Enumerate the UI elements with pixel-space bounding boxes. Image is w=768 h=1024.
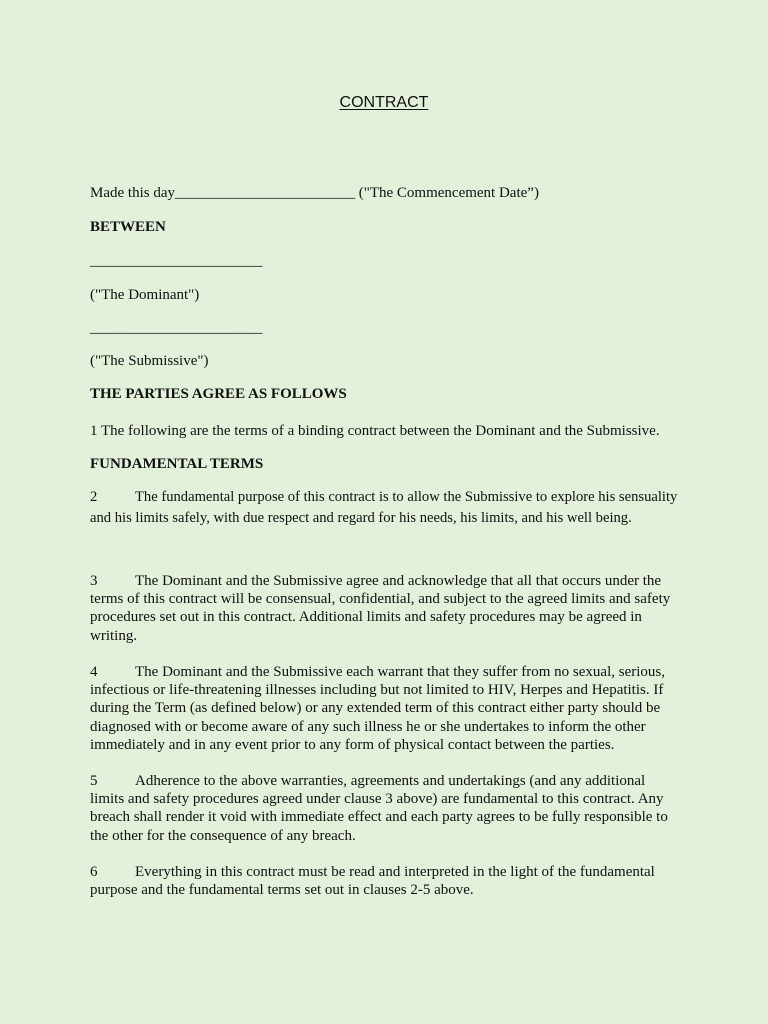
clause-text: Everything in this contract must be read and interpreted in the light of the fundamental purpose and the fundamental terms set out in clauses 2-5 above. [90, 864, 655, 899]
clause-2 [90, 487, 680, 529]
dominant-name-blank: _______________________ [90, 253, 263, 269]
commencement-date-label: ("The Commencement Date”) [354, 185, 539, 201]
dominant-label: ("The Dominant") [90, 287, 200, 303]
commencement-line [90, 184, 539, 202]
clause-3 [90, 572, 680, 645]
clause-6 [90, 863, 680, 899]
commencement-date-blank: ________________________ [174, 185, 355, 201]
clause-text: The Dominant and the Submissive each warrant that they suffer from no sexual, serious, infectious or life-threatening illnesses including but not limited to HIV, Herpes and Hepatitis. If during the Term (as defined below) or any extended term of this contract either party should be diagnosed with or become aware of any such illness he or she undertakes to inform the other immediately and in any event prior to any form of physical contact between the parties. [90, 664, 666, 753]
fundamental-terms-heading: FUNDAMENTAL TERMS [90, 456, 264, 472]
clause-5 [90, 772, 680, 845]
clause-number: 3 [90, 573, 98, 589]
clause-4 [90, 663, 680, 754]
agree-heading: THE PARTIES AGREE AS FOLLOWS [90, 386, 347, 402]
submissive-label: ("The Submissive") [90, 353, 209, 369]
clause-number: 6 [90, 864, 98, 880]
clause-text: The fundamental purpose of this contract is to allow the Submissive to explore his sensuality and his limits safely, with due respect and regard for his needs, his limits, and his well being. [90, 489, 678, 526]
submissive-name-blank: _______________________ [90, 320, 263, 336]
clause-number: 4 [90, 664, 98, 680]
made-prefix: Made this day [90, 185, 175, 201]
clause-text: Adherence to the above warranties, agreements and undertakings (and any additional limits and safety procedures agreed under clause 3 above) are fundamental to this contract. Any breach shall render it void with immediate effect and each party agrees to be fully responsible to the other for the consequence of any breach. [90, 773, 668, 844]
between-heading: BETWEEN [90, 219, 166, 235]
clause-1: 1 The following are the terms of a binding contract between the Dominant and the Submissive. [90, 423, 660, 439]
clause-text: The Dominant and the Submissive agree and acknowledge that all that occurs under the terms of this contract will be consensual, confidential, and subject to the agreed limits and safety procedures set out in this contract. Additional limits and safety procedures may be agreed in writing. [90, 573, 671, 644]
clause-number: 5 [90, 773, 98, 789]
document-title: CONTRACT [339, 94, 429, 111]
clause-number: 2 [90, 489, 98, 505]
